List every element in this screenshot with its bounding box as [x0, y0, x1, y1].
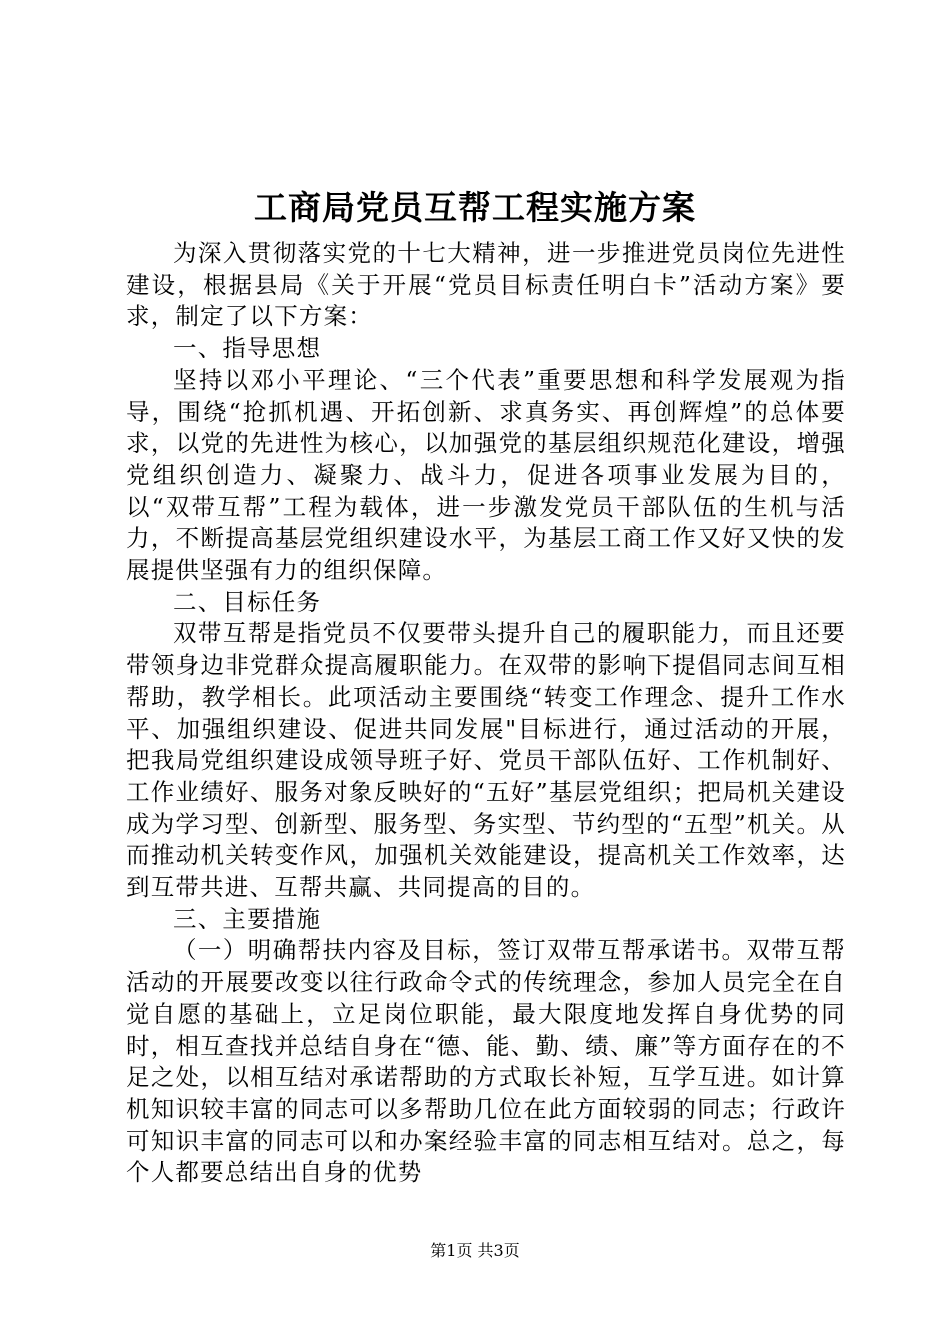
document-body: [126, 238, 846, 1189]
section-heading-measures: 三、主要措施: [173, 904, 322, 933]
paragraph-intro: 为深入贯彻落实党的十七大精神，进一步推进党员岗位先进性建设，根据县局《关于开展“党员目标责任明白卡”活动方案》要求，制定了以下方案：: [126, 239, 846, 331]
document-title: 工商局党员互帮工程实施方案: [254, 188, 696, 227]
page-footer: 第1页 共3页: [430, 1241, 520, 1260]
paragraph-measures-1: （一）明确帮扶内容及目标，签订双带互帮承诺书。双带互帮活动的开展要改变以往行政命令式的传统理念，参加人员完全在自觉自愿的基础上，立足岗位职能，最大限度地发挥自身优势的同时，相互查找并总结自身在“德、能、勤、绩、廉”等方面存在的不足之处，以相互结对承诺帮助的方式取长补短，互学互进。如计算机知识较丰富的同志可以多帮助几位在此方面较弱的同志；行政许可知识丰富的同志可以和办案经验丰富的同志相互结对。总之，每个人都要总结出自身的优势: [126, 936, 846, 1187]
section-heading-guiding-thought: 一、指导思想: [173, 334, 322, 363]
paragraph-goals: 双带互帮是指党员不仅要带头提升自己的履职能力，而且还要带领身边非党群众提高履职能力。在双带的影响下提倡同志间互相帮助，教学相长。此项活动主要围绕“转变工作理念、提升工作水平、加强组织建设、促进共同发展"目标进行，通过活动的开展，把我局党组织建设成领导班子好、党员干部队伍好、工作机制好、工作业绩好、服务对象反映好的“五好”基层党组织；把局机关建设成为学习型、创新型、服务型、务实型、节约型的“五型”机关。从而推动机关转变作风，加强机关效能建设，提高机关工作效率，达到互带共进、互帮共赢、共同提高的目的。: [126, 619, 846, 902]
paragraph-guiding-thought: 坚持以邓小平理论、“三个代表”重要思想和科学发展观为指导，围绕“抢抓机遇、开拓创新、求真务实、再创辉煌”的总体要求，以党的先进性为核心，以加强党的基层组织规范化建设，增强党组织创造力、凝聚力、战斗力，促进各项事业发展为目的，以“双带互帮”工程为载体，进一步激发党员干部队伍的生机与活力，不断提高基层党组织建设水平，为基层工商工作又好又快的发展提供坚强有力的组织保障。: [126, 365, 846, 585]
section-heading-goals: 二、目标任务: [173, 587, 322, 616]
